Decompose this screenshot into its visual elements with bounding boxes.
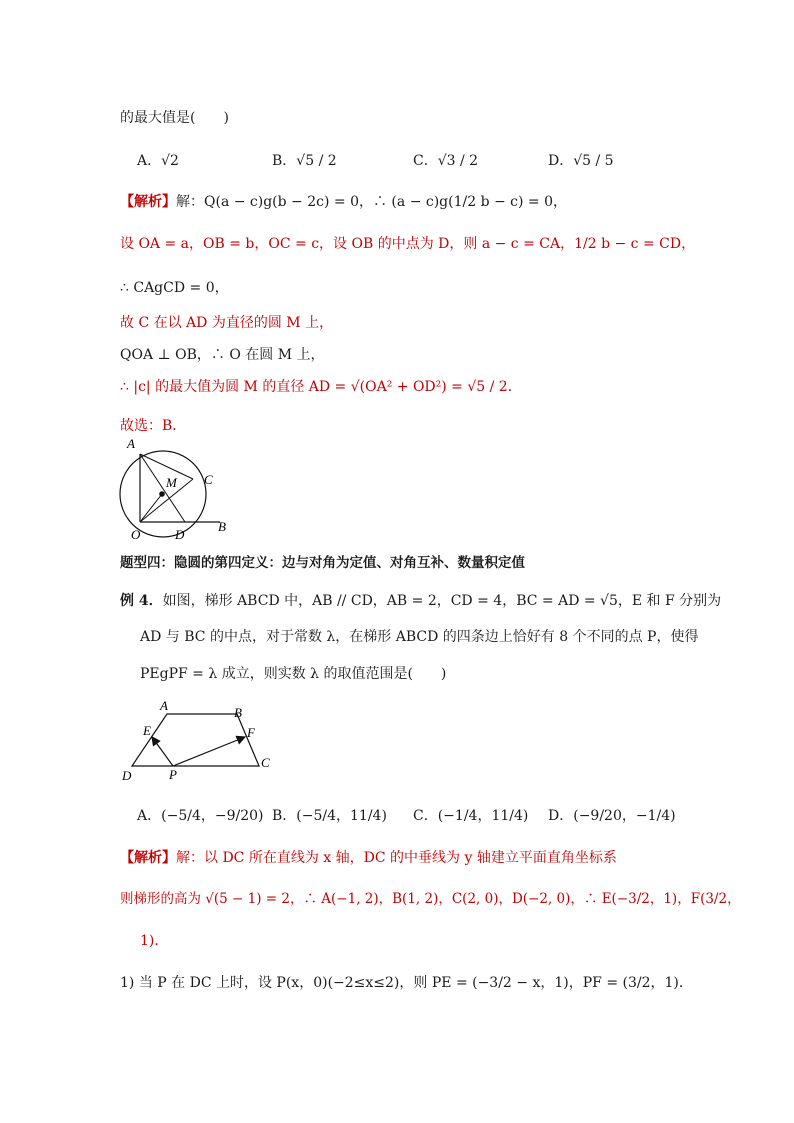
label-e: E — [143, 723, 151, 738]
vector-pf — [173, 737, 245, 766]
label-d: D — [175, 527, 185, 542]
q3-solution-line-3: ∴ CAgCD = 0， — [120, 280, 229, 296]
label-m: M — [166, 475, 177, 490]
ex4-option-a: A．(−5/4，−9/20) — [137, 808, 264, 824]
circle-figure — [115, 432, 245, 544]
ex4-option-d: D．(−9/20，−1/4) — [548, 808, 676, 824]
label-b: B — [234, 705, 242, 720]
label-a: A — [160, 698, 168, 713]
q3-solution-line-7: 故选：B． — [120, 418, 187, 434]
ex4-solution-line-2: 则梯形的高为 √(5 − 1) = 2，∴ A(−1, 2)，B(1, 2)，C(2, 0)，D(−2, 0)，∴ E(−3/2，1)，F(3/2， — [120, 891, 741, 907]
ex4-line-2: AD 与 BC 的中点，对于常数 λ，在梯形 ABCD 的四条边上恰好有 8 个不同的点 P，使得 — [140, 629, 699, 645]
label-c: C — [261, 755, 270, 770]
q3-option-c: C．√3 / 2 — [413, 153, 479, 169]
q3-solution-line-4: 故 C 在以 AD 为直径的圆 M 上， — [120, 315, 334, 331]
label-f: F — [247, 725, 255, 740]
q3-solution-line-1: 【解析】解：Q(a − c)g(b − 2c) = 0，∴ (a − c)g(1/2 b − c) = 0， — [120, 194, 568, 210]
vector-pe — [152, 737, 173, 766]
label-b: B — [218, 519, 226, 534]
q3-solution-line-6: ∴ |c| 的最大值为圆 M 的直径 AD = √(OA² + OD²) = √5 / 2． — [120, 379, 522, 395]
q3-option-d: D．√5 / 5 — [548, 153, 614, 169]
ex4-label: 例 4． — [120, 593, 163, 609]
label-p: P — [169, 767, 177, 782]
ex4-line-1: 例 4．如图，梯形 ABCD 中，AB // CD，AB = 2，CD = 4，BC = AD = √5，E 和 F 分别为 — [120, 593, 722, 609]
label-o: O — [131, 527, 141, 542]
ex4-solution-line-1: 【解析】解：以 DC 所在直线为 x 轴，DC 的中垂线为 y 轴建立平面直角坐标系 — [120, 850, 617, 866]
label-c: C — [204, 472, 213, 487]
solution-tag: 【解析】 — [120, 194, 176, 210]
q3-solution-line-2: 设 OA = a，OB = b，OC = c，设 OB 的中点为 D，则 a − c = CA，1/2 b − c = CD， — [120, 236, 696, 252]
label-a: A — [127, 436, 135, 451]
q3-solution-line-5: QOA ⊥ OB，∴ O 在圆 M 上， — [120, 347, 325, 363]
q3-option-a: A．√2 — [137, 153, 179, 169]
ex4-solution-line-3: 1)． — [140, 933, 169, 949]
q3-option-b: B．√5 / 2 — [272, 153, 337, 169]
section-title: 题型四：隐圆的第四定义：边与对角为定值、对角互补、数量积定值 — [120, 555, 525, 571]
segment-om — [140, 494, 162, 522]
ex4-option-b: B．(−5/4，11/4) — [272, 808, 387, 824]
q3-stem-tail: 的最大值是( ) — [120, 110, 229, 126]
center-m-point — [159, 491, 165, 497]
ex4-line-3: PEgPF = λ 成立，则实数 λ 的取值范围是( ) — [140, 666, 447, 682]
ex4-solution-line-4: 1) 当 P 在 DC 上时，设 P(x，0)(−2≤x≤2)，则 PE = (−3/2 − x，1)，PF = (3/2，1)． — [120, 975, 693, 991]
solution-tag: 【解析】 — [120, 850, 176, 866]
trapezoid-abcd — [132, 714, 259, 766]
ex4-option-c: C．(−1/4，11/4) — [413, 808, 529, 824]
label-d: D — [122, 768, 132, 783]
trapezoid-figure — [115, 697, 285, 787]
